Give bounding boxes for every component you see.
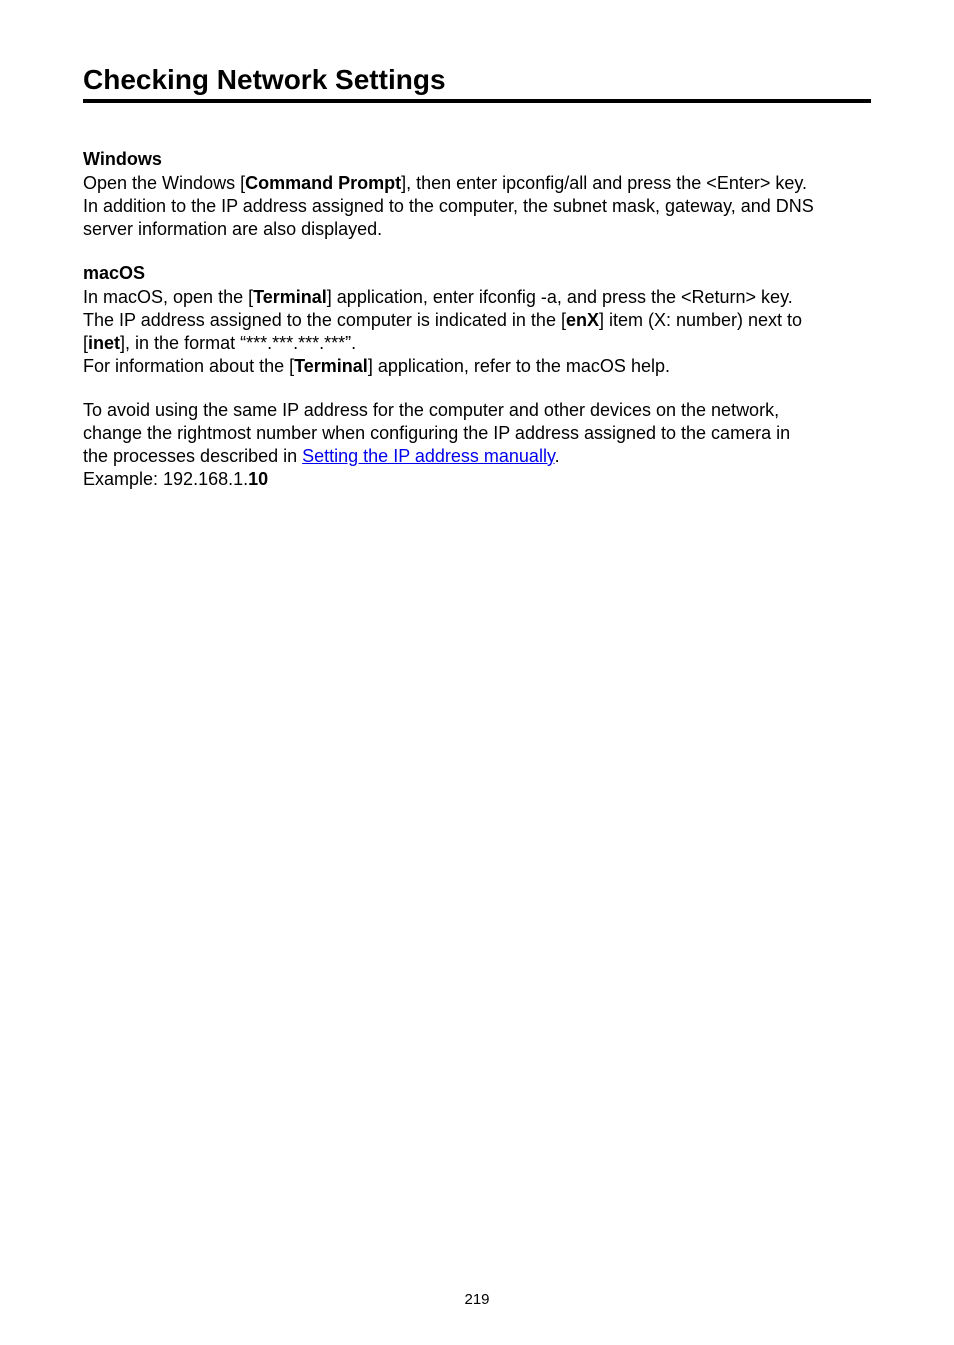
macos-line-2: The IP address assigned to the computer is indicated in the [enX] item (X: number) next to xyxy=(83,310,803,330)
macos-heading: macOS xyxy=(83,263,146,283)
example-last-octet: 10 xyxy=(248,469,269,489)
ip-note-paragraph xyxy=(83,399,873,491)
windows-line-1: Open the Windows [Command Prompt], then enter ipconfig/all and press the <Enter> key. xyxy=(83,173,808,193)
note-line-4: Example: 192.168.1.10 xyxy=(83,469,269,489)
enx-term: enX xyxy=(565,310,599,330)
page-content xyxy=(83,146,873,491)
macos-line-1: In macOS, open the [Terminal] application, enter ifconfig -a, and press the <Return> key. xyxy=(83,287,793,307)
windows-line-3: server information are also displayed. xyxy=(83,219,383,239)
windows-line-2: In addition to the IP address assigned to the computer, the subnet mask, gateway, and DNS xyxy=(83,196,814,216)
windows-heading: Windows xyxy=(83,149,162,169)
setting-ip-manually-link[interactable]: Setting the IP address manually xyxy=(302,446,555,466)
title-underline xyxy=(83,99,871,103)
inet-term: inet xyxy=(88,333,121,353)
macos-paragraph xyxy=(83,286,873,378)
note-line-1: To avoid using the same IP address for the computer and other devices on the network, xyxy=(83,400,780,420)
windows-paragraph xyxy=(83,172,873,241)
page-number: 219 xyxy=(464,1291,490,1308)
page-title: Checking Network Settings xyxy=(83,64,446,95)
note-line-2: change the rightmost number when configuring the IP address assigned to the camera in xyxy=(83,423,791,443)
macos-line-4: For information about the [Terminal] application, refer to the macOS help. xyxy=(83,356,670,376)
terminal-term: Terminal xyxy=(294,356,368,376)
macos-line-3: [inet], in the format “***.***.***.***”. xyxy=(83,333,357,353)
note-line-3: the processes described in Setting the IP address manually. xyxy=(83,446,560,466)
terminal-term: Terminal xyxy=(253,287,327,307)
command-prompt-term: Command Prompt xyxy=(245,173,402,193)
